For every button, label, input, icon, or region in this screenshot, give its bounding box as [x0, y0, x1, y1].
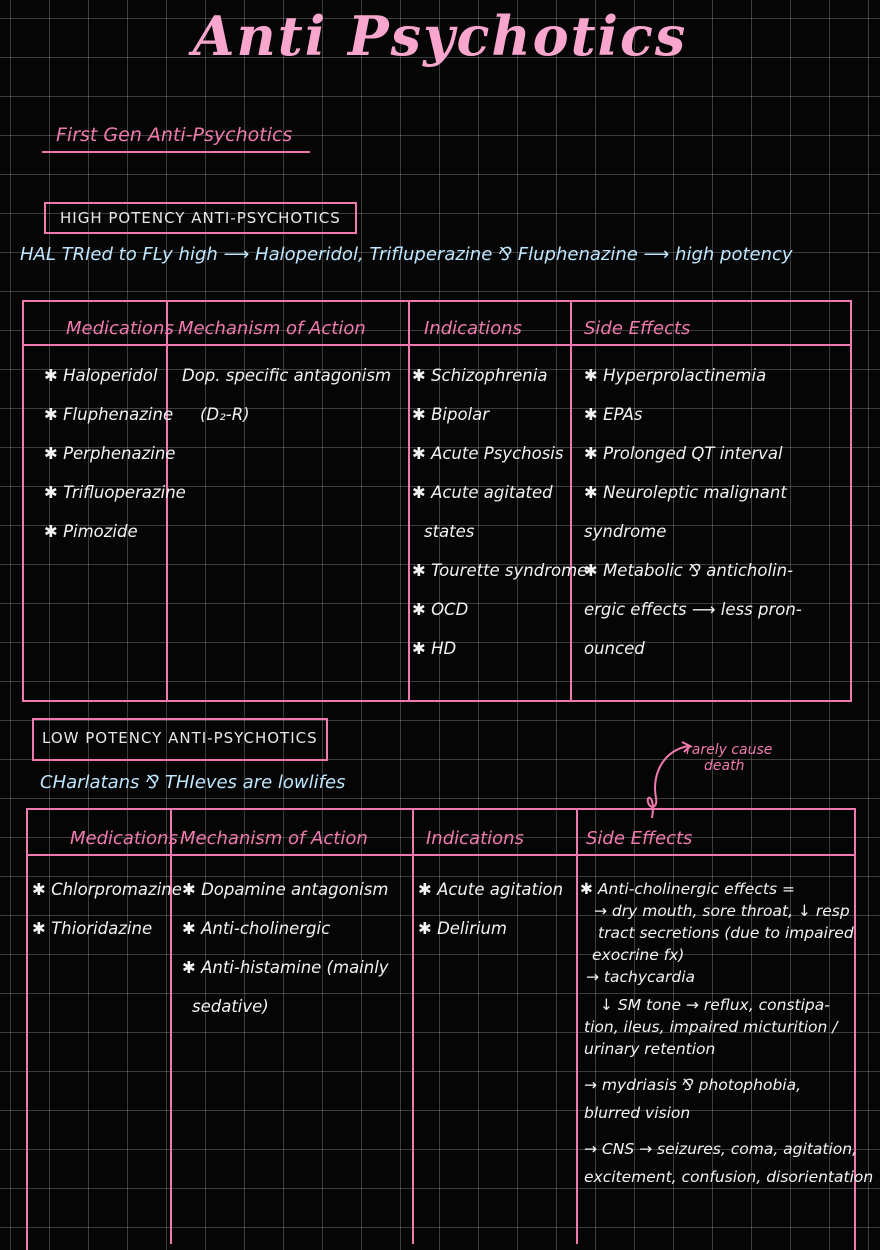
list-item: ✱ Schizophrenia — [412, 366, 548, 385]
list-item: ✱ Acute agitation — [418, 880, 564, 899]
list-item: ✱ Acute agitated — [412, 483, 553, 502]
list-item: → mydriasis ⅋ photophobia, — [584, 1076, 802, 1094]
low-table-header-divider — [26, 854, 854, 856]
low-header-medications: Medications — [70, 828, 178, 849]
list-item: blurred vision — [584, 1104, 691, 1122]
side-effect-note — [686, 742, 786, 774]
note-line: death — [704, 758, 745, 774]
list-item: ✱ Anti-cholinergic effects = — [580, 880, 795, 898]
list-item: ↓ SM tone → reflux, constipa- — [600, 996, 830, 1014]
low-header-side-effects: Side Effects — [586, 828, 693, 849]
list-item: (D₂-R) — [200, 405, 250, 424]
list-item: sedative) — [192, 997, 269, 1016]
list-item: ✱ HD — [412, 639, 457, 658]
list-item: ✱ Bipolar — [412, 405, 490, 424]
list-item: syndrome — [584, 522, 667, 541]
high-header-mechanism: Mechanism of Action — [178, 318, 366, 339]
section-subtitle: First Gen Anti-Psychotics — [56, 124, 293, 146]
high-header-medications: Medications — [66, 318, 174, 339]
list-item: tion, ileus, impaired micturition / — [584, 1018, 838, 1036]
list-item: ✱ Delirium — [418, 919, 507, 938]
list-item: excitement, confusion, disorientation — [584, 1168, 874, 1186]
list-item: ✱ Metabolic ⅋ anticholin- — [584, 561, 794, 580]
list-item: ✱ Trifluoperazine — [44, 483, 186, 502]
list-item: ✱ OCD — [412, 600, 469, 619]
list-item: ✱ Perphenazine — [44, 444, 176, 463]
list-item: exocrine fx) — [592, 946, 685, 964]
low-potency-mnemonic: CHarlatans ⅋ THIeves are lowlifes — [40, 772, 346, 793]
low-medications-list — [32, 870, 182, 948]
low-side-effects-list — [580, 878, 873, 1188]
list-item: → tachycardia — [586, 968, 696, 986]
list-item: ✱ Haloperidol — [44, 366, 158, 385]
high-potency-mnemonic: HAL TRIed to FLy high ⟶ Haloperidol, Trifluperazine ⅋ Fluphenazine ⟶ high potency — [20, 244, 793, 265]
list-item: ✱ Neuroleptic malignant — [584, 483, 787, 502]
high-side-effects-list — [584, 356, 802, 668]
high-table-header-divider — [22, 344, 850, 346]
high-indications-list — [412, 356, 587, 668]
subtitle-underline — [42, 151, 310, 153]
high-potency-label: HIGH POTENCY ANTI-PSYCHOTICS — [44, 202, 357, 234]
low-mechanism-list — [182, 870, 389, 1026]
note-line: rarely cause — [686, 742, 773, 758]
high-table-col-divider-2 — [408, 300, 410, 700]
list-item: ✱ Hyperprolactinemia — [584, 366, 767, 385]
list-item: ✱ Chlorpromazine — [32, 880, 182, 899]
low-potency-label: LOW POTENCY ANTI-PSYCHOTICS — [32, 718, 328, 761]
low-header-indications: Indications — [426, 828, 524, 849]
list-item: tract secretions (due to impaired — [598, 924, 854, 942]
low-table-col-divider-2 — [412, 808, 414, 1244]
list-item: ✱ EPAs — [584, 405, 643, 424]
list-item: ✱ Anti-histamine (mainly — [182, 958, 389, 977]
low-header-mechanism: Mechanism of Action — [180, 828, 368, 849]
list-item: ✱ Tourette syndrome — [412, 561, 588, 580]
high-header-indications: Indications — [424, 318, 522, 339]
list-item: ounced — [584, 639, 645, 658]
high-medications-list — [44, 356, 186, 551]
page-title: Anti Psychotics — [192, 4, 688, 68]
low-indications-list — [418, 870, 563, 948]
high-mechanism-list — [182, 356, 391, 434]
list-item: urinary retention — [584, 1040, 716, 1058]
list-item: → CNS → seizures, coma, agitation, — [584, 1140, 858, 1158]
list-item: ✱ Acute Psychosis — [412, 444, 564, 463]
list-item: ✱ Pimozide — [44, 522, 138, 541]
list-item: ✱ Prolonged QT interval — [584, 444, 783, 463]
list-item: ergic effects ⟶ less pron- — [584, 600, 802, 619]
list-item: → dry mouth, sore throat, ↓ resp — [594, 902, 850, 920]
list-item: ✱ Thioridazine — [32, 919, 153, 938]
low-table-col-divider-3 — [576, 808, 578, 1244]
list-item: ✱ Dopamine antagonism — [182, 880, 389, 899]
list-item: ✱ Anti-cholinergic — [182, 919, 331, 938]
list-item: Dop. specific antagonism — [182, 366, 392, 385]
high-header-side-effects: Side Effects — [584, 318, 691, 339]
list-item: states — [424, 522, 475, 541]
list-item: ✱ Fluphenazine — [44, 405, 174, 424]
